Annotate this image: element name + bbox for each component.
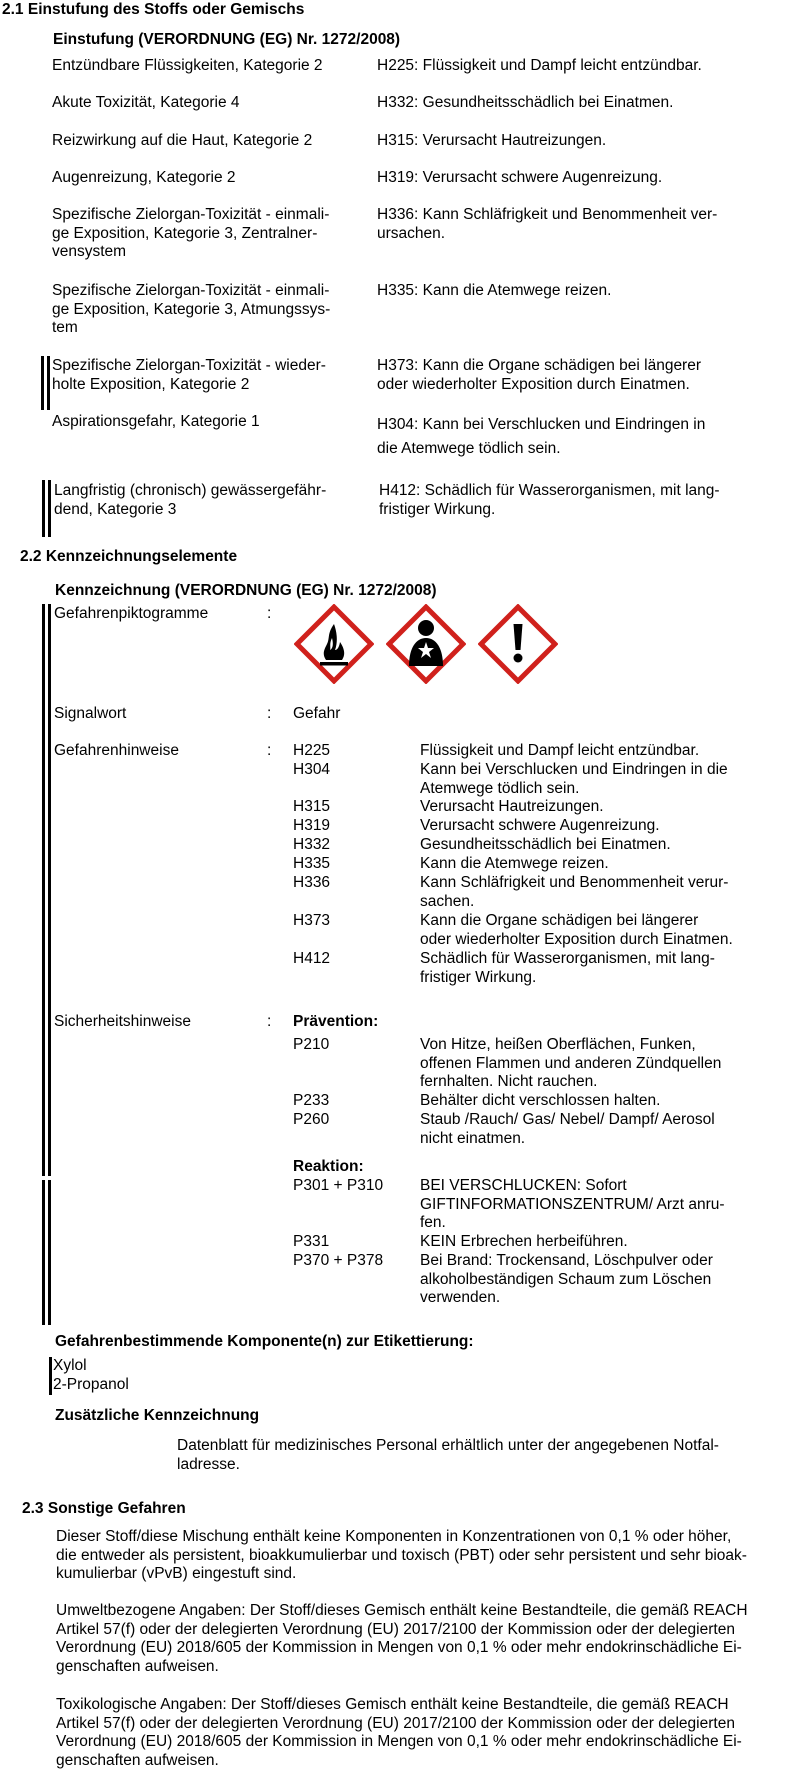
colon: : — [267, 742, 272, 759]
hazard-statement — [377, 357, 757, 394]
line: Spezifische Zielorgan-Toxizität - einmali- — [52, 282, 330, 299]
precaution-code: P260 — [293, 1111, 330, 1128]
component-item: Xylol — [53, 1357, 87, 1374]
line: kumulierbar (vPvB) eingestuft sind. — [56, 1565, 297, 1582]
hazard-statement — [377, 413, 757, 461]
hazard-text: Verursacht Hautreizungen. — [420, 798, 604, 815]
additional-labelling-heading: Zusätzliche Kennzeichnung — [55, 1407, 260, 1424]
line: Bei Brand: Trockensand, Löschpulver oder — [420, 1252, 713, 1269]
revision-bar — [47, 356, 50, 410]
hazard-code: H373 — [293, 912, 331, 929]
line: die Atemwege tödlich sein. — [377, 440, 561, 457]
classification-label — [54, 482, 354, 519]
line: genschaften aufweisen. — [56, 1751, 219, 1769]
hazard-code: H315 — [293, 798, 331, 815]
revision-bar — [48, 480, 51, 537]
line: vensystem — [52, 243, 127, 260]
additional-labelling-text — [177, 1437, 777, 1474]
line: fristiger Wirkung. — [379, 500, 496, 518]
section-2-3-heading: 2.3 Sonstige Gefahren — [22, 1500, 186, 1517]
line: die entweder als persistent, bioakkumulierbar und toxisch (PBT) oder sehr persistent und sehr bioak- — [56, 1546, 747, 1564]
hazard-statement: H225: Flüssigkeit und Dampf leicht entzündbar. — [377, 57, 702, 74]
toxicological-paragraph — [56, 1696, 756, 1770]
line: H412: Schädlich für Wasserorganismen, mit lang- — [379, 482, 720, 499]
components-heading: Gefahrenbestimmende Komponente(n) zur Etikettierung: — [55, 1333, 474, 1350]
hazard-code: H332 — [293, 836, 331, 853]
line: nicht einatmen. — [420, 1129, 526, 1147]
line: Spezifische Zielorgan-Toxizität - wieder- — [52, 357, 326, 374]
line: Kann die Organe schädigen bei längerer — [420, 912, 699, 929]
line: Von Hitze, heißen Oberflächen, Funken, — [420, 1036, 696, 1053]
hazard-statement: H319: Verursacht schwere Augenreizung. — [377, 169, 663, 186]
line: genschaften aufweisen. — [56, 1657, 219, 1675]
hazard-code: H335 — [293, 855, 331, 872]
line: Kann bei Verschlucken und Eindringen in die — [420, 761, 728, 778]
hazard-statement — [379, 482, 759, 519]
precaution-text — [420, 1036, 750, 1092]
line: ladresse. — [177, 1455, 240, 1473]
revision-bar — [42, 480, 45, 537]
classification-subheading: Einstufung (VERORDNUNG (EG) Nr. 1272/2008) — [53, 31, 401, 48]
hazard-text — [420, 874, 750, 911]
classification-label: Akute Toxizität, Kategorie 4 — [52, 94, 240, 111]
line: verwenden. — [420, 1289, 501, 1306]
environmental-paragraph — [56, 1602, 756, 1676]
classification-label: Aspirationsgefahr, Kategorie 1 — [52, 413, 260, 430]
line: Verordnung (EU) 2018/605 der Kommission in Mengen von 0,1 % oder mehr endokrinschädliche Ei- — [56, 1639, 742, 1656]
classification-label — [52, 357, 352, 394]
line: alkoholbeständigen Schaum zum Löschen — [420, 1270, 712, 1288]
precaution-text — [420, 1252, 750, 1308]
line: tem — [52, 319, 78, 336]
line: Artikel 57(f) oder der delegierten Verordnung (EU) 2017/2100 der Kommission oder der delegierten — [56, 1714, 735, 1732]
labelling-subheading: Kennzeichnung (VERORDNUNG (EG) Nr. 1272/2008) — [55, 582, 437, 599]
reaction-heading: Reaktion: — [293, 1158, 364, 1175]
component-item: 2-Propanol — [53, 1375, 129, 1393]
line: Toxikologische Angaben: Der Stoff/dieses Gemisch enthält keine Bestandteile, die gemäß REACH — [56, 1696, 729, 1713]
hazard-statement: H332: Gesundheitsschädlich bei Einatmen. — [377, 94, 674, 111]
signal-word-value: Gefahr — [293, 705, 341, 722]
line: oder wiederholter Exposition durch Einatmen. — [420, 930, 733, 948]
revision-bar — [42, 604, 45, 1176]
revision-bar — [48, 1180, 51, 1325]
precaution-code: P210 — [293, 1036, 330, 1053]
colon: : — [267, 605, 272, 622]
classification-label: Entzündbare Flüssigkeiten, Kategorie 2 — [52, 57, 323, 74]
hazard-code: H319 — [293, 817, 331, 834]
line: GIFTINFORMATIONSZENTRUM/ Arzt anru- — [420, 1195, 725, 1213]
classification-label: Reizwirkung auf die Haut, Kategorie 2 — [52, 132, 313, 149]
line: Atemwege tödlich sein. — [420, 779, 580, 797]
line: Artikel 57(f) oder der delegierten Verordnung (EU) 2017/2100 der Kommission oder der delegierten — [56, 1620, 735, 1638]
hazard-statement — [377, 206, 757, 243]
precaution-code: P370 + P378 — [293, 1252, 384, 1269]
hazard-text: Flüssigkeit und Dampf leicht entzündbar. — [420, 742, 700, 759]
line: H373: Kann die Organe schädigen bei längerer — [377, 357, 702, 374]
line: offenen Flammen und anderen Zündquellen — [420, 1054, 722, 1072]
pbt-paragraph — [56, 1528, 756, 1584]
precaution-code: P301 + P310 — [293, 1177, 384, 1194]
hazard-statement: H315: Verursacht Hautreizungen. — [377, 132, 607, 149]
precaution-text — [420, 1111, 750, 1148]
hazard-text: Gesundheitsschädlich bei Einatmen. — [420, 836, 671, 853]
pictograms-label: Gefahrenpiktogramme — [54, 605, 209, 622]
line: Verordnung (EU) 2018/605 der Kommission in Mengen von 0,1 % oder mehr endokrinschädliche Ei- — [56, 1733, 742, 1750]
line: Langfristig (chronisch) gewässergefähr- — [54, 482, 327, 499]
hazard-text — [420, 761, 750, 798]
line: Datenblatt für medizinisches Personal erhältlich unter der angegebenen Notfal- — [177, 1437, 719, 1454]
prevention-heading: Prävention: — [293, 1013, 379, 1030]
signal-word-label: Signalwort — [54, 705, 127, 722]
health-hazard-pictogram-icon — [386, 604, 466, 684]
component-list — [53, 1357, 129, 1394]
section-2-1-heading: 2.1 Einstufung des Stoffs oder Gemischs — [2, 1, 305, 18]
line: fernhalten. Nicht rauchen. — [420, 1073, 598, 1090]
line: Spezifische Zielorgan-Toxizität - einmali- — [52, 206, 330, 223]
classification-label — [52, 206, 352, 262]
revision-bar — [48, 604, 51, 1176]
line: H336: Kann Schläfrigkeit und Benommenheit ver- — [377, 206, 718, 223]
hazard-statements-label: Gefahrenhinweise — [54, 742, 179, 759]
precaution-text: KEIN Erbrechen herbeiführen. — [420, 1233, 628, 1250]
hazard-code: H225 — [293, 742, 331, 759]
classification-label: Augenreizung, Kategorie 2 — [52, 169, 236, 186]
precaution-code: P331 — [293, 1233, 330, 1250]
colon: : — [267, 1013, 272, 1030]
hazard-text — [420, 950, 750, 987]
revision-bar — [41, 356, 44, 410]
hazard-code: H336 — [293, 874, 331, 891]
line: H304: Kann bei Verschlucken und Eindringen in — [377, 416, 706, 433]
classification-label — [52, 282, 352, 338]
line: fristiger Wirkung. — [420, 968, 537, 986]
section-2-2-heading: 2.2 Kennzeichnungselemente — [20, 548, 238, 565]
precaution-text — [420, 1177, 750, 1233]
line: Dieser Stoff/diese Mischung enthält keine Komponenten in Konzentrationen von 0,1 % oder höher, — [56, 1528, 732, 1545]
precautionary-statements-label: Sicherheitshinweise — [54, 1013, 191, 1030]
colon: : — [267, 705, 272, 722]
flame-pictogram-icon — [294, 604, 374, 684]
line: fen. — [420, 1214, 446, 1231]
line: ge Exposition, Kategorie 3, Zentralner- — [52, 224, 318, 242]
line: Kann Schläfrigkeit und Benommenheit verur- — [420, 874, 729, 891]
precaution-code: P233 — [293, 1092, 330, 1109]
line: sachen. — [420, 892, 475, 910]
exclamation-pictogram-icon — [478, 604, 558, 684]
hazard-statement: H335: Kann die Atemwege reizen. — [377, 282, 612, 299]
line: BEI VERSCHLUCKEN: Sofort — [420, 1177, 627, 1194]
hazard-text: Kann die Atemwege reizen. — [420, 855, 609, 872]
line: oder wiederholter Exposition durch Einatmen. — [377, 375, 690, 393]
line: ursachen. — [377, 224, 446, 242]
line: Staub /Rauch/ Gas/ Nebel/ Dampf/ Aerosol — [420, 1111, 715, 1128]
revision-bar — [42, 1180, 45, 1325]
line: holte Exposition, Kategorie 2 — [52, 375, 250, 393]
precaution-text: Behälter dicht verschlossen halten. — [420, 1092, 661, 1109]
line: dend, Kategorie 3 — [54, 500, 177, 518]
line: Umweltbezogene Angaben: Der Stoff/dieses Gemisch enthält keine Bestandteile, die gemäß REACH — [56, 1602, 748, 1619]
hazard-code: H304 — [293, 761, 331, 778]
hazard-text: Verursacht schwere Augenreizung. — [420, 817, 660, 834]
line: ge Exposition, Kategorie 3, Atmungssys- — [52, 300, 331, 318]
hazard-code: H412 — [293, 950, 331, 967]
revision-bar — [49, 1357, 52, 1395]
line: Schädlich für Wasserorganismen, mit lang- — [420, 950, 715, 967]
hazard-text — [420, 912, 750, 949]
